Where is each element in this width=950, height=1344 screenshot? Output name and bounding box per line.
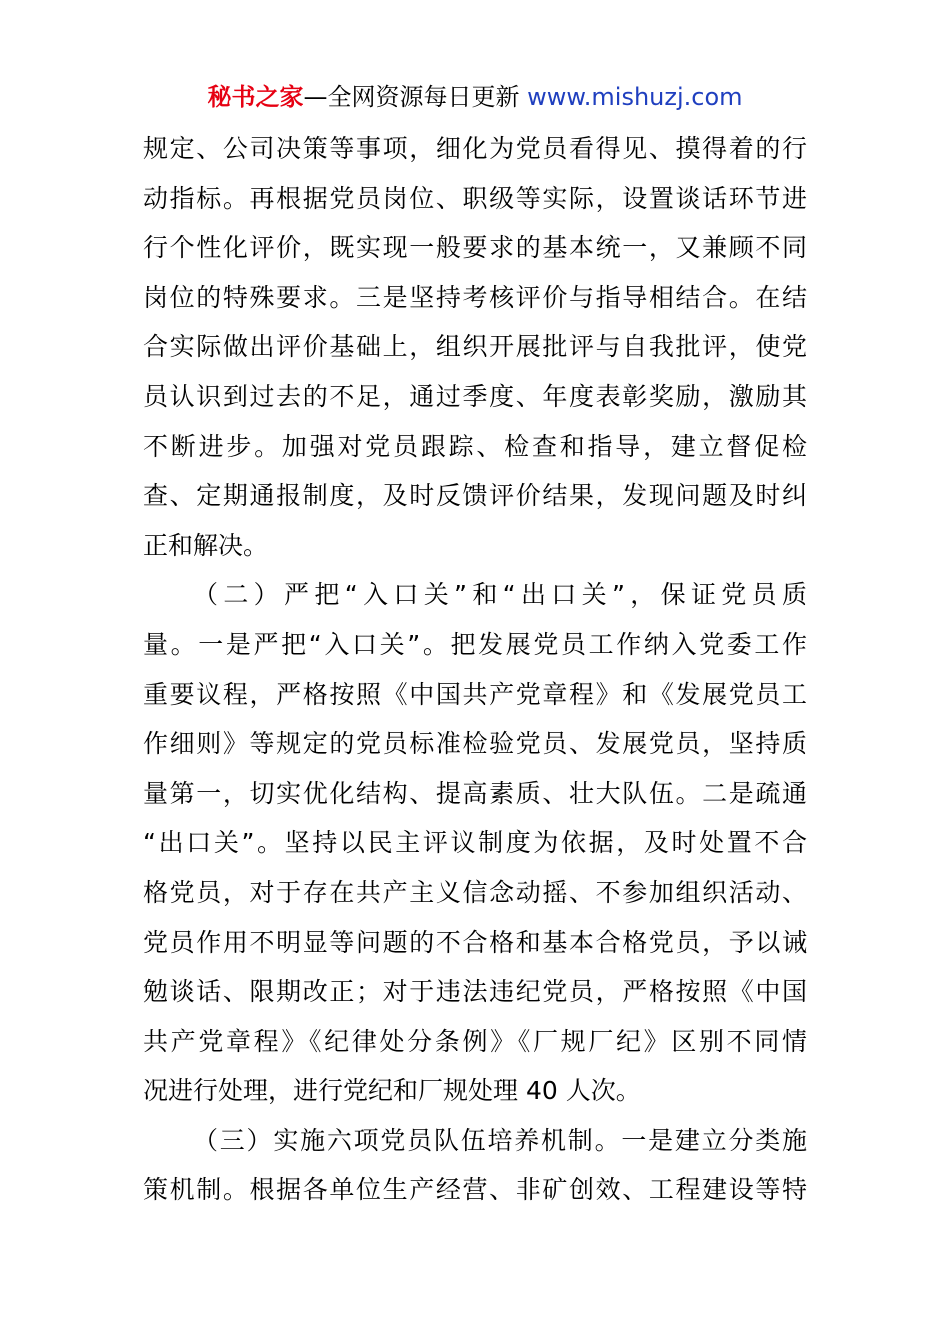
text-line: “出口关”。坚持以民主评议制度为依据，及时处置不合 (143, 828, 807, 858)
text-line: 况进行处理，进行党纪和厂规处理 40 人次。 (143, 1076, 641, 1106)
header-tagline: —全网资源每日更新 (303, 83, 520, 111)
text-line: 不断进步。加强对党员跟踪、检查和指导，建立督促检 (143, 431, 807, 461)
text-line: 量第一，切实优化结构、提高素质、壮大队伍。二是疏通 (143, 778, 807, 808)
text-line: 行个性化评价，既实现一般要求的基本统一，又兼顾不同 (143, 233, 807, 263)
text-line: 动指标。再根据党员岗位、职级等实际，设置谈话环节进 (143, 183, 807, 213)
text-line: 岗位的特殊要求。三是坚持考核评价与指导相结合。在结 (143, 282, 807, 312)
text-line: 量。一是严把“入口关”。把发展党员工作纳入党委工作 (143, 629, 807, 659)
section-heading-line: （二）严把“入口关”和“出口关”，保证党员质 (193, 580, 807, 610)
text-line: 勉谈话、限期改正；对于违法违纪党员，严格按照《中国 (143, 977, 807, 1007)
text-line: 作细则》等规定的党员标准检验党员、发展党员，坚持质 (143, 729, 807, 759)
text-line: 党员作用不明显等问题的不合格和基本合格党员，予以诫 (143, 927, 807, 957)
text-line: 合实际做出评价基础上，组织开展批评与自我批评，使党 (143, 332, 807, 362)
section-heading-line: （三）实施六项党员队伍培养机制。一是建立分类施 (193, 1125, 807, 1155)
text-line: 格党员，对于存在共产主义信念动摇、不参加组织活动、 (143, 877, 807, 907)
text-line: 策机制。根据各单位生产经营、非矿创效、工程建设等特 (143, 1175, 807, 1205)
text-line: 规定、公司决策等事项，细化为党员看得见、摸得着的行 (143, 134, 807, 163)
site-header (0, 80, 950, 114)
text-line: 重要议程，严格按照《中国共产党章程》和《发展党员工 (143, 679, 807, 709)
site-url-link[interactable]: www.mishuzj.com (527, 83, 743, 111)
document-body (143, 124, 807, 1215)
text-line: 查、定期通报制度，及时反馈评价结果，发现问题及时纠 (143, 481, 807, 511)
brand-name: 秘书之家 (207, 83, 304, 111)
text-line: 正和解决。 (143, 530, 269, 560)
text-line: 共产党章程》《纪律处分条例》《厂规厂纪》区别不同情 (143, 1026, 807, 1056)
text-line: 员认识到过去的不足，通过季度、年度表彰奖励，激励其 (143, 381, 807, 411)
